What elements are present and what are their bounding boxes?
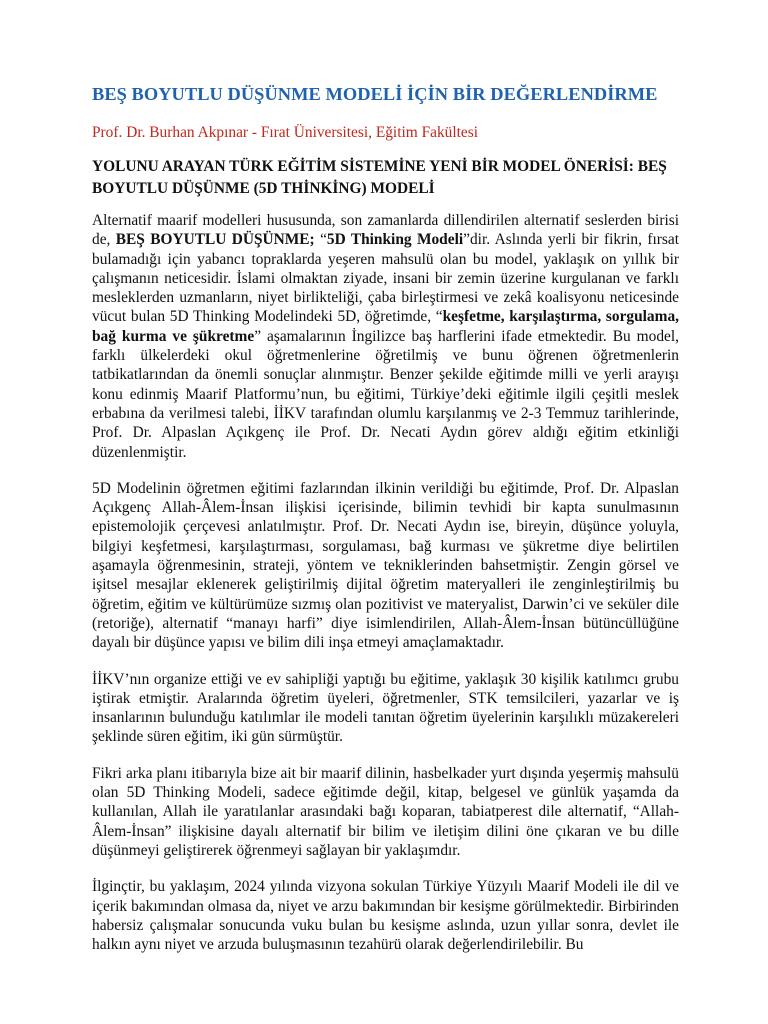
author-line: Prof. Dr. Burhan Akpınar - Fırat Üniversitesi, Eğitim Fakültesi xyxy=(92,124,479,141)
p1-text-1: Alternatif maarif modelleri hususunda, son zamanlarda dillendirilen alternatif seslerden birisi de, xyxy=(92,212,679,249)
p1-bold-stages: keşfetme, karşılaştırma, sorgulama, bağ kurma ve şükretme xyxy=(92,308,679,345)
p1-bold-model-name: BEŞ BOYUTLU DÜŞÜNME; xyxy=(115,231,315,249)
p1-text-3: ”dir. Aslında yerli bir fikrin, fırsat bulamadığı için yabancı topraklarda yeşeren mahsulü olan bu model, yaklaşık on yıllık bir çalışmanın neticesidir. İslami olmaktan ziyade, insani bir zemin üzerine kurgulanan ve farklı mesleklerden uzmanların, niyet birlikteliği, çaba birleştirmesi ve zekâ koalisyonu neticesinde vücut bulan 5D Thinking Modelindeki 5D, öğretimde, “ xyxy=(92,231,679,326)
paragraph-2: 5D Modelinin öğretmen eğitimi fazlarından ilkinin verildiği bu eğitimde, Prof. Dr. Alpaslan Açıkgenç Allah-Âlem-İnsan ilişkisi içerisinde, bilimin tevhidi bir kapta sunulmasının epistemolojik çerçevesi anlatılmıştır. Prof. Dr. Necati Aydın ise, bireyin, düşünce yoluyla, bilgiyi keşfetmesi, karşılaştırması, sorgulaması, bağ kurması ve şükretme diye belirtilen aşamayla öğrenmesinin, strateji, yöntem ve tekniklerinden bahsetmiştir. Zengin görsel ve işitsel mesajlar eklenerek geliştirilmiş dijital öğretim materyalleri ile zenginleştirilmiş bu öğretim, eğitim ve kültürümüze sızmış olan pozitivist ve materyalist, Darwin’ci ve seküler dile (retoriğe), alternatif “manayı harfi” diye isimlendirilen, Allah-Âlem-İnsan bütüncüllüğüne dayalı bir düşünce yapısı ve bilim dili inşa etmeyi amaçlamaktadır. xyxy=(92,479,679,652)
p1-text-2: “ xyxy=(314,231,327,249)
paragraph-3: İİKV’nın organize ettiği ve ev sahipliği yaptığı bu eğitime, yaklaşık 30 kişilik katılımcı grubu iştirak etmiştir. Aralarında öğretim üyeleri, öğretmenler, STK temsilcileri, yazarlar ve iş insanlarının bulunduğu katılımlar ile modeli tanıtan öğretim üyelerinin karşılıklı müzakereleri şeklinde süren eğitim, iki gün sürmüştür. xyxy=(92,670,679,746)
paragraph-4: Fikri arka planı itibarıyla bize ait bir maarif dilinin, hasbelkader yurt dışında yeşermiş mahsulü olan 5D Thinking Modeli, sadece eğitimde değil, kitap, belgesel ve günlük yaşamda da kullanılan, Allah ile yaratılanlar arasındaki bağı koparan, tabiatperest dile alternatif, “Allah-Âlem-İnsan” ilişkisine dayalı alternatif bir bilim ve iletişim dilini öne çıkaran ve bu dille düşünmeyi geliştirerek öğrenmeyi sağlayan bir yaklaşımdır. xyxy=(92,764,679,859)
paragraph-1 xyxy=(92,211,679,462)
p1-text-4: ” aşamalarının İngilizce baş harflerini ifade etmektedir. Bu model, farklı ülkelerdeki okul öğretmenlerine öğretilmiş ve bunu öğrenen öğretmenlerin tatbikatlarından da önemli sonuçlar alınmıştır. Benzer şekilde eğitimde milli ve yerli arayışı konu edinmiş Maarif Platformu’nun, bu eğitimi, Türkiye’deki eğitimle ilgili çeşitli meslek erbabına da verilmesi talebi, İİKV tarafından olumlu karşılanmış ve 2-3 Temmuz tarihlerinde, Prof. Dr. Alpaslan Açıkgenç ile Prof. Dr. Necati Aydın görev aldığı eğitim etkinliği düzenlenmiştir. xyxy=(92,327,679,461)
p1-bold-5d-thinking: 5D Thinking Modeli xyxy=(326,231,464,249)
article-subtitle: YOLUNU ARAYAN TÜRK EĞİTİM SİSTEMİNE YENİ BİR MODEL ÖNERİSİ: BEŞ BOYUTLU DÜŞÜNME (5D THİNKİNG) MODELİ xyxy=(92,158,667,197)
paragraph-5: İlginçtir, bu yaklaşım, 2024 yılında vizyona sokulan Türkiye Yüzyılı Maarif Modeli ile dil ve içerik bakımından olmasa da, niyet ve arzu bakımından bir kesişme görülmektedir. Birbirinden habersiz çalışmalar sonucunda vuku bulan bu kesişme aslında, uzun yıllar sonra, devlet ile halkın aynı niyet ve arzuda buluşmasının tezahürü olarak değerlendirilebilir. Bu xyxy=(92,878,679,954)
page-title: BEŞ BOYUTLU DÜŞÜNME MODELİ İÇİN BİR DEĞERLENDİRME xyxy=(92,84,658,104)
